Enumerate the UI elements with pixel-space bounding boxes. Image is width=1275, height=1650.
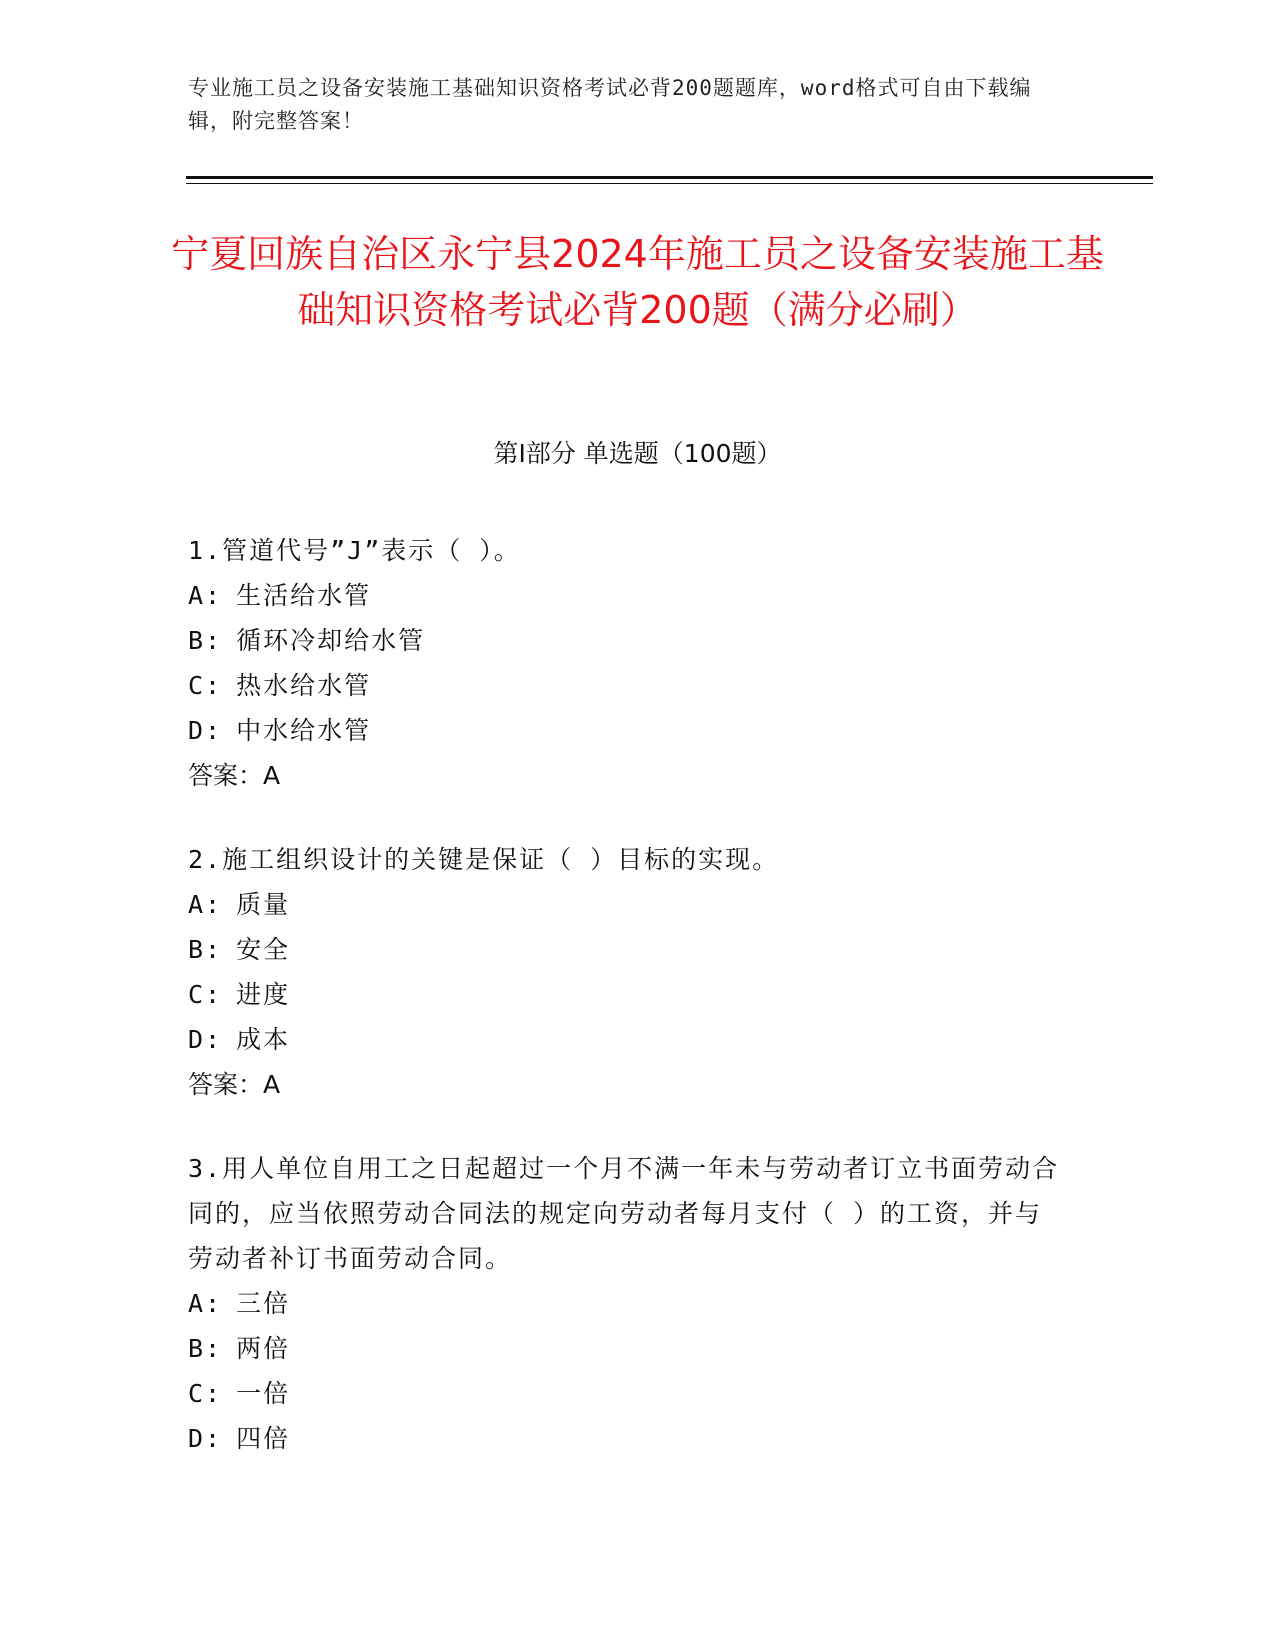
option-letter: D:	[188, 1025, 223, 1054]
option-text: 安全	[236, 935, 291, 964]
option-text: 循环冷却给水管	[236, 626, 426, 655]
question-stem: 1.管道代号”J”表示（ ）。	[188, 536, 521, 565]
option-text: 两倍	[236, 1334, 291, 1363]
question-stem: 2.施工组织设计的关键是保证（ ）目标的实现。	[188, 845, 780, 874]
option-letter: B:	[188, 626, 223, 655]
document-title: 宁夏回族自治区永宁县2024年施工员之设备安装施工基础知识资格考试必背200题（满分必刷）	[171, 232, 1104, 332]
section-heading: 第I部分 单选题（100题）	[493, 439, 782, 468]
question-1	[188, 528, 1088, 798]
option-d	[188, 1017, 1088, 1062]
header-divider-thick	[186, 176, 1153, 179]
answer-line: 答案：A	[188, 761, 281, 790]
option-text: 中水给水管	[236, 716, 372, 745]
option-text: 三倍	[236, 1289, 291, 1318]
option-letter: A:	[188, 890, 223, 919]
option-text: 四倍	[236, 1424, 291, 1453]
option-letter: A:	[188, 1289, 223, 1318]
option-letter: C:	[188, 1379, 223, 1408]
header-divider-thin	[186, 183, 1153, 184]
header-note: 专业施工员之设备安装施工基础知识资格考试必背200题题库，word格式可自由下载编辑，附完整答案！	[188, 76, 1032, 133]
option-letter: B:	[188, 1334, 223, 1363]
option-c	[188, 1371, 1088, 1416]
option-c	[188, 972, 1088, 1017]
option-letter: B:	[188, 935, 223, 964]
option-a	[188, 882, 1088, 927]
question-list	[188, 528, 1088, 1500]
option-text: 进度	[236, 980, 291, 1009]
question-3	[188, 1146, 1088, 1461]
option-letter: C:	[188, 980, 223, 1009]
option-b	[188, 927, 1088, 972]
option-b	[188, 1326, 1088, 1371]
option-d	[188, 708, 1088, 753]
option-text: 热水给水管	[236, 671, 372, 700]
option-text: 成本	[236, 1025, 291, 1054]
question-2	[188, 837, 1088, 1107]
option-text: 生活给水管	[236, 581, 372, 610]
question-stem: 3.用人单位自用工之日起超过一个月不满一年未与劳动者订立书面劳动合同的，应当依照劳动合同法的规定向劳动者每月支付（ ）的工资，并与劳动者补订书面劳动合同。	[188, 1154, 1060, 1273]
answer-line: 答案：A	[188, 1070, 281, 1099]
option-letter: A:	[188, 581, 223, 610]
option-a	[188, 573, 1088, 618]
option-letter: D:	[188, 1424, 223, 1453]
option-b	[188, 618, 1088, 663]
option-text: 一倍	[236, 1379, 291, 1408]
option-a	[188, 1281, 1088, 1326]
option-letter: C:	[188, 671, 223, 700]
option-d	[188, 1416, 1088, 1461]
option-c	[188, 663, 1088, 708]
option-text: 质量	[236, 890, 291, 919]
option-letter: D:	[188, 716, 223, 745]
